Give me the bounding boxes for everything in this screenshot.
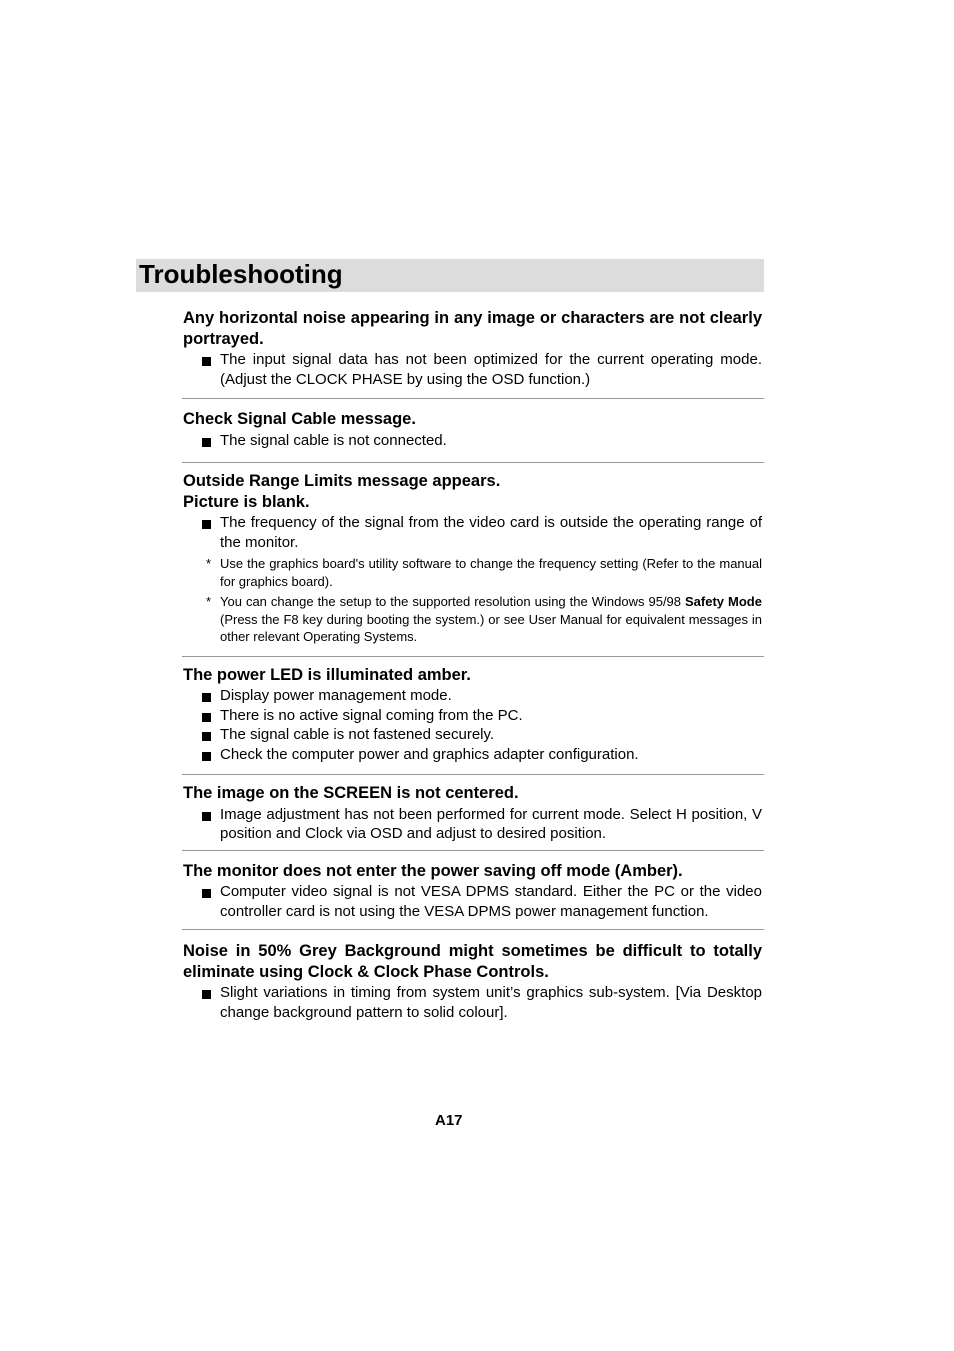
note-asterisk: * bbox=[206, 556, 212, 571]
list-item: Slight variations in timing from system unit’s graphics sub-system. [Via Desktop change background pattern to solid colour]. bbox=[183, 983, 762, 1022]
list-item: Computer video signal is not VESA DPMS standard. Either the PC or the video controller card is not using the VESA DPMS power management function. bbox=[183, 882, 762, 921]
section-outside-range bbox=[183, 471, 762, 646]
note-item bbox=[183, 593, 762, 646]
safety-mode-term: Safety Mode bbox=[685, 594, 762, 609]
note-asterisk: * bbox=[206, 594, 212, 609]
section-heading: Noise in 50% Grey Background might sometimes be difficult to totally eliminate using Clock & Clock Phase Controls. bbox=[183, 942, 762, 981]
note-text: (Press the F8 key during booting the system.) or see User Manual for equivalent messages in other relevant Operating Systems. bbox=[220, 611, 762, 644]
page-title: Troubleshooting bbox=[139, 259, 343, 289]
list-item: Image adjustment has not been performed for current mode. Select H position, V position and Clock via OSD and adjust to desired position. bbox=[183, 805, 762, 844]
page-number: A17 bbox=[435, 1112, 463, 1129]
section-heading: The power LED is illuminated amber. bbox=[183, 665, 471, 684]
section-check-signal-cable bbox=[183, 409, 762, 450]
section-items bbox=[183, 805, 762, 844]
section-items bbox=[183, 983, 762, 1022]
list-item: The signal cable is not connected. bbox=[183, 431, 762, 451]
section-heading: The monitor does not enter the power saving off mode (Amber). bbox=[183, 861, 683, 880]
section-power-saving-off bbox=[183, 861, 762, 922]
section-heading: Check Signal Cable message. bbox=[183, 410, 416, 428]
note-text: You can change the setup to the supported resolution using the Windows 95/98 bbox=[220, 594, 686, 609]
section-grey-background-noise bbox=[183, 941, 762, 1022]
title-bar bbox=[136, 259, 764, 292]
section-heading: Any horizontal noise appearing in any image or characters are not clearly portrayed. bbox=[183, 309, 762, 348]
section-items bbox=[183, 350, 762, 389]
list-item: The signal cable is not fastened securely. bbox=[183, 725, 762, 745]
section-items bbox=[183, 882, 762, 921]
section-items bbox=[183, 686, 762, 764]
list-item: Display power management mode. bbox=[183, 686, 762, 706]
section-power-led-amber bbox=[183, 665, 762, 765]
section-heading: Picture is blank. bbox=[183, 492, 310, 511]
list-item: Check the computer power and graphics adapter configuration. bbox=[183, 745, 762, 765]
section-horizontal-noise bbox=[183, 308, 762, 389]
note-item bbox=[183, 555, 762, 590]
section-items bbox=[183, 431, 762, 451]
section-heading: The image on the SCREEN is not centered. bbox=[183, 784, 519, 802]
list-item: The frequency of the signal from the video card is outside the operating range of the monitor. bbox=[183, 513, 762, 552]
section-items bbox=[183, 513, 762, 646]
section-image-not-centered bbox=[183, 783, 762, 844]
troubleshooting-content bbox=[183, 308, 762, 1022]
section-heading: Outside Range Limits message appears. bbox=[183, 472, 501, 490]
list-item: The input signal data has not been optimized for the current operating mode. (Adjust the CLOCK PHASE by using the OSD function.) bbox=[183, 350, 762, 389]
list-item: There is no active signal coming from the PC. bbox=[183, 706, 762, 726]
note-text: Use the graphics board's utility software to change the frequency setting (Refer to the manual for graphics board). bbox=[220, 556, 762, 589]
